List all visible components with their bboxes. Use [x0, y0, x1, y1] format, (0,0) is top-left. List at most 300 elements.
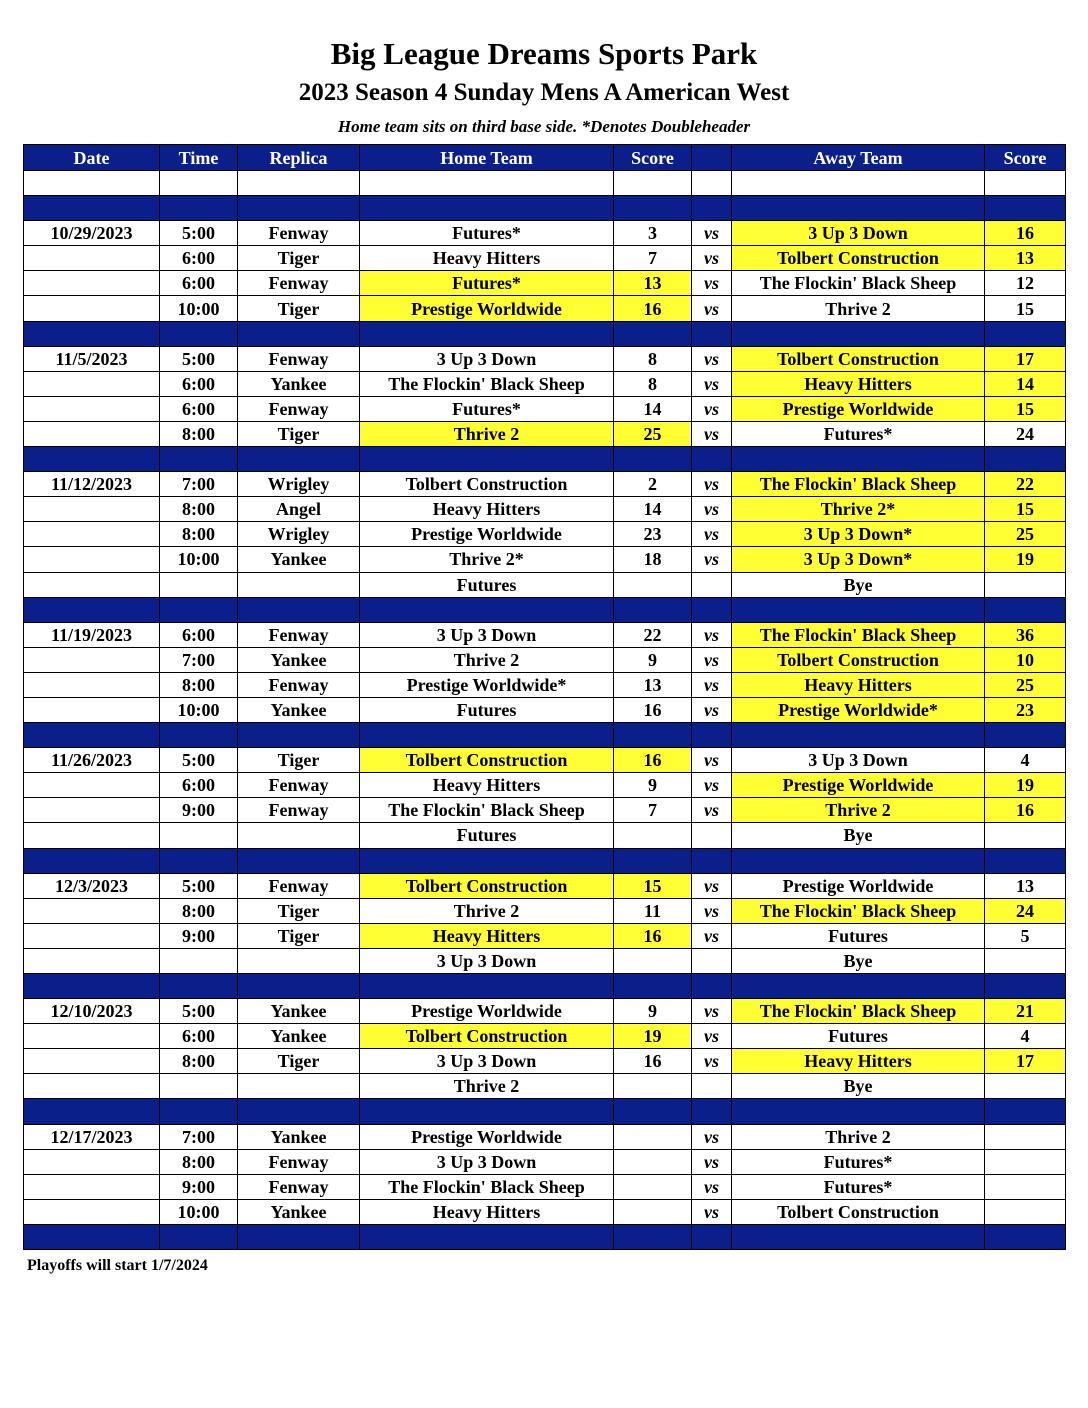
replica-cell: Fenway [238, 1149, 360, 1174]
date-cell [24, 647, 160, 672]
away-team-cell: Thrive 2 [732, 296, 985, 321]
away-score-cell: 19 [985, 773, 1066, 798]
time-cell [160, 196, 238, 221]
game-row [24, 497, 1066, 522]
game-row [24, 923, 1066, 948]
away-score-cell [985, 447, 1066, 472]
date-cell [24, 1024, 160, 1049]
date-cell [24, 597, 160, 622]
away-team-cell: Tolbert Construction [732, 647, 985, 672]
replica-cell [238, 723, 360, 748]
time-cell: 8:00 [160, 497, 238, 522]
date-cell: 11/19/2023 [24, 622, 160, 647]
replica-cell: Yankee [238, 1024, 360, 1049]
replica-cell [238, 823, 360, 848]
date-cell [24, 672, 160, 697]
away-score-cell: 17 [985, 1049, 1066, 1074]
home-score-cell: 14 [614, 396, 692, 421]
away-team-cell: Prestige Worldwide [732, 396, 985, 421]
away-score-cell [985, 1174, 1066, 1199]
away-score-cell: 12 [985, 271, 1066, 296]
game-row [24, 246, 1066, 271]
away-score-cell: 24 [985, 421, 1066, 446]
header-away-team: Away Team [732, 145, 985, 171]
away-score-cell: 16 [985, 221, 1066, 246]
home-team-cell: Thrive 2 [360, 1074, 614, 1099]
game-row [24, 1149, 1066, 1174]
home-score-cell: 9 [614, 773, 692, 798]
home-team-cell: The Flockin' Black Sheep [360, 798, 614, 823]
away-team-cell: Prestige Worldwide* [732, 697, 985, 722]
header-away-score: Score [985, 145, 1066, 171]
time-cell: 6:00 [160, 1024, 238, 1049]
vs-cell: vs [692, 271, 732, 296]
home-team-cell: Futures* [360, 221, 614, 246]
away-score-cell: 22 [985, 472, 1066, 497]
game-row [24, 547, 1066, 572]
week-separator-row [24, 723, 1066, 748]
time-cell: 9:00 [160, 798, 238, 823]
vs-cell [692, 948, 732, 973]
home-team-cell: The Flockin' Black Sheep [360, 1174, 614, 1199]
replica-cell [238, 171, 360, 196]
time-cell: 5:00 [160, 748, 238, 773]
away-team-cell [732, 1099, 985, 1124]
bye-row [24, 1074, 1066, 1099]
date-cell [24, 497, 160, 522]
home-team-cell: Prestige Worldwide [360, 1124, 614, 1149]
replica-cell: Tiger [238, 923, 360, 948]
home-team-cell: Futures [360, 697, 614, 722]
home-score-cell: 7 [614, 246, 692, 271]
away-score-cell: 19 [985, 547, 1066, 572]
home-team-cell: Prestige Worldwide [360, 296, 614, 321]
away-team-cell: The Flockin' Black Sheep [732, 898, 985, 923]
vs-cell: vs [692, 923, 732, 948]
away-score-cell: 25 [985, 672, 1066, 697]
time-cell [160, 1099, 238, 1124]
date-cell [24, 271, 160, 296]
replica-cell [238, 321, 360, 346]
home-score-cell [614, 597, 692, 622]
vs-cell: vs [692, 647, 732, 672]
away-score-cell: 23 [985, 697, 1066, 722]
home-team-cell [360, 848, 614, 873]
away-score-cell [985, 597, 1066, 622]
game-row [24, 622, 1066, 647]
home-score-cell: 3 [614, 221, 692, 246]
date-cell [24, 321, 160, 346]
home-score-cell: 15 [614, 873, 692, 898]
time-cell: 8:00 [160, 898, 238, 923]
date-cell [24, 823, 160, 848]
week-separator-row [24, 1224, 1066, 1249]
game-row [24, 898, 1066, 923]
vs-cell: vs [692, 1199, 732, 1224]
replica-cell [238, 1224, 360, 1249]
away-score-cell: 10 [985, 647, 1066, 672]
time-cell [160, 948, 238, 973]
replica-cell: Wrigley [238, 522, 360, 547]
time-cell: 5:00 [160, 221, 238, 246]
away-score-cell [985, 1224, 1066, 1249]
date-cell [24, 1074, 160, 1099]
away-team-cell: Bye [732, 948, 985, 973]
header-replica: Replica [238, 145, 360, 171]
away-team-cell: The Flockin' Black Sheep [732, 472, 985, 497]
replica-cell: Yankee [238, 647, 360, 672]
time-cell [160, 974, 238, 999]
vs-cell: vs [692, 472, 732, 497]
time-cell: 8:00 [160, 1149, 238, 1174]
home-score-cell: 9 [614, 999, 692, 1024]
date-cell: 12/17/2023 [24, 1124, 160, 1149]
date-cell [24, 1224, 160, 1249]
home-score-cell: 16 [614, 923, 692, 948]
date-cell [24, 1149, 160, 1174]
home-team-cell [360, 723, 614, 748]
away-team-cell [732, 1224, 985, 1249]
home-score-cell: 13 [614, 672, 692, 697]
vs-cell: vs [692, 697, 732, 722]
date-cell [24, 798, 160, 823]
home-team-cell: Futures [360, 572, 614, 597]
home-score-cell: 22 [614, 622, 692, 647]
replica-cell: Yankee [238, 1124, 360, 1149]
header-time: Time [160, 145, 238, 171]
vs-cell: vs [692, 497, 732, 522]
home-team-cell: 3 Up 3 Down [360, 622, 614, 647]
home-team-cell [360, 447, 614, 472]
week-separator-row [24, 974, 1066, 999]
date-cell: 12/3/2023 [24, 873, 160, 898]
away-team-cell: Prestige Worldwide [732, 873, 985, 898]
time-cell: 6:00 [160, 371, 238, 396]
time-cell [160, 823, 238, 848]
date-cell [24, 572, 160, 597]
home-score-cell [614, 848, 692, 873]
time-cell [160, 848, 238, 873]
away-team-cell: Heavy Hitters [732, 371, 985, 396]
game-row [24, 271, 1066, 296]
away-score-cell: 15 [985, 497, 1066, 522]
date-cell [24, 1174, 160, 1199]
home-team-cell: 3 Up 3 Down [360, 346, 614, 371]
home-score-cell: 14 [614, 497, 692, 522]
vs-cell: vs [692, 246, 732, 271]
away-score-cell [985, 823, 1066, 848]
replica-cell [238, 572, 360, 597]
home-team-cell: Thrive 2 [360, 647, 614, 672]
home-team-cell: Thrive 2* [360, 547, 614, 572]
vs-cell: vs [692, 748, 732, 773]
replica-cell: Wrigley [238, 472, 360, 497]
home-team-cell: Tolbert Construction [360, 472, 614, 497]
vs-cell: vs [692, 346, 732, 371]
replica-cell: Fenway [238, 873, 360, 898]
replica-cell: Yankee [238, 999, 360, 1024]
home-team-cell [360, 171, 614, 196]
away-score-cell: 14 [985, 371, 1066, 396]
time-cell [160, 1224, 238, 1249]
vs-cell: vs [692, 547, 732, 572]
home-team-cell: Prestige Worldwide [360, 999, 614, 1024]
replica-cell: Fenway [238, 798, 360, 823]
home-score-cell: 9 [614, 647, 692, 672]
away-team-cell [732, 447, 985, 472]
home-score-cell [614, 1174, 692, 1199]
away-team-cell: The Flockin' Black Sheep [732, 999, 985, 1024]
replica-cell: Fenway [238, 271, 360, 296]
date-cell [24, 171, 160, 196]
game-row [24, 1174, 1066, 1199]
vs-cell [692, 723, 732, 748]
time-cell: 6:00 [160, 396, 238, 421]
game-row [24, 697, 1066, 722]
home-team-cell: The Flockin' Black Sheep [360, 371, 614, 396]
date-cell: 12/10/2023 [24, 999, 160, 1024]
vs-cell: vs [692, 522, 732, 547]
date-cell [24, 773, 160, 798]
vs-cell [692, 447, 732, 472]
time-cell: 10:00 [160, 697, 238, 722]
game-row [24, 873, 1066, 898]
date-cell [24, 1099, 160, 1124]
home-score-cell: 16 [614, 748, 692, 773]
time-cell: 5:00 [160, 346, 238, 371]
away-team-cell [732, 597, 985, 622]
replica-cell: Yankee [238, 547, 360, 572]
game-row [24, 522, 1066, 547]
game-row [24, 421, 1066, 446]
home-team-cell: 3 Up 3 Down [360, 1149, 614, 1174]
replica-cell: Fenway [238, 346, 360, 371]
home-score-cell: 11 [614, 898, 692, 923]
replica-cell [238, 1074, 360, 1099]
home-score-cell [614, 321, 692, 346]
time-cell: 10:00 [160, 547, 238, 572]
time-cell [160, 723, 238, 748]
away-team-cell: 3 Up 3 Down* [732, 522, 985, 547]
vs-cell [692, 321, 732, 346]
away-team-cell: Bye [732, 823, 985, 848]
away-team-cell: The Flockin' Black Sheep [732, 271, 985, 296]
home-team-cell: 3 Up 3 Down [360, 1049, 614, 1074]
header-row [24, 145, 1066, 171]
away-team-cell: Bye [732, 572, 985, 597]
away-score-cell: 4 [985, 748, 1066, 773]
vs-cell [692, 171, 732, 196]
away-team-cell: Futures* [732, 421, 985, 446]
week-separator-row [24, 321, 1066, 346]
replica-cell: Tiger [238, 246, 360, 271]
time-cell: 5:00 [160, 999, 238, 1024]
replica-cell [238, 1099, 360, 1124]
home-team-cell: Heavy Hitters [360, 497, 614, 522]
vs-cell [692, 823, 732, 848]
home-score-cell [614, 1074, 692, 1099]
replica-cell [238, 974, 360, 999]
home-team-cell: Tolbert Construction [360, 1024, 614, 1049]
away-team-cell: Futures [732, 1024, 985, 1049]
game-row [24, 999, 1066, 1024]
home-score-cell [614, 572, 692, 597]
home-score-cell: 7 [614, 798, 692, 823]
game-row [24, 748, 1066, 773]
bye-row [24, 572, 1066, 597]
away-team-cell: 3 Up 3 Down* [732, 547, 985, 572]
replica-cell [238, 848, 360, 873]
replica-cell: Yankee [238, 371, 360, 396]
replica-cell: Tiger [238, 1049, 360, 1074]
vs-cell: vs [692, 873, 732, 898]
game-row [24, 396, 1066, 421]
time-cell: 6:00 [160, 271, 238, 296]
week-separator-row [24, 597, 1066, 622]
home-team-cell: Prestige Worldwide [360, 522, 614, 547]
away-score-cell [985, 171, 1066, 196]
game-row [24, 1124, 1066, 1149]
week-separator-row [24, 447, 1066, 472]
away-score-cell: 15 [985, 396, 1066, 421]
schedule-body [24, 171, 1066, 1250]
time-cell: 7:00 [160, 1124, 238, 1149]
home-score-cell: 8 [614, 346, 692, 371]
header-vs [692, 145, 732, 171]
home-team-cell: Heavy Hitters [360, 773, 614, 798]
away-score-cell [985, 196, 1066, 221]
away-score-cell [985, 723, 1066, 748]
replica-cell: Yankee [238, 697, 360, 722]
date-cell [24, 923, 160, 948]
time-cell: 8:00 [160, 672, 238, 697]
away-score-cell: 13 [985, 873, 1066, 898]
away-team-cell: 3 Up 3 Down [732, 221, 985, 246]
home-score-cell [614, 723, 692, 748]
date-cell [24, 196, 160, 221]
vs-cell: vs [692, 221, 732, 246]
vs-cell: vs [692, 1049, 732, 1074]
away-team-cell: Tolbert Construction [732, 246, 985, 271]
vs-cell [692, 848, 732, 873]
time-cell: 10:00 [160, 296, 238, 321]
home-score-cell [614, 1149, 692, 1174]
home-team-cell [360, 321, 614, 346]
vs-cell: vs [692, 1174, 732, 1199]
game-row [24, 346, 1066, 371]
home-score-cell [614, 447, 692, 472]
home-score-cell [614, 171, 692, 196]
week-separator-row [24, 848, 1066, 873]
time-cell: 8:00 [160, 421, 238, 446]
away-score-cell [985, 1074, 1066, 1099]
vs-cell: vs [692, 1149, 732, 1174]
vs-cell: vs [692, 371, 732, 396]
home-team-cell: Futures* [360, 271, 614, 296]
vs-cell: vs [692, 798, 732, 823]
home-team-cell: Tolbert Construction [360, 748, 614, 773]
date-cell: 11/12/2023 [24, 472, 160, 497]
away-score-cell [985, 321, 1066, 346]
date-cell [24, 246, 160, 271]
away-score-cell [985, 1099, 1066, 1124]
home-team-cell: Heavy Hitters [360, 246, 614, 271]
away-team-cell: Heavy Hitters [732, 1049, 985, 1074]
away-score-cell: 5 [985, 923, 1066, 948]
away-team-cell [732, 196, 985, 221]
date-cell [24, 447, 160, 472]
home-team-cell [360, 1099, 614, 1124]
page-title: Big League Dreams Sports Park [330, 36, 758, 71]
replica-cell [238, 948, 360, 973]
home-team-cell: Futures [360, 823, 614, 848]
home-score-cell: 18 [614, 547, 692, 572]
away-team-cell: Prestige Worldwide [732, 773, 985, 798]
away-team-cell [732, 723, 985, 748]
away-team-cell: Thrive 2 [732, 1124, 985, 1149]
replica-cell: Fenway [238, 221, 360, 246]
away-score-cell: 16 [985, 798, 1066, 823]
blank-row [24, 171, 1066, 196]
vs-cell: vs [692, 622, 732, 647]
away-score-cell: 25 [985, 522, 1066, 547]
date-cell [24, 421, 160, 446]
vs-cell: vs [692, 421, 732, 446]
away-team-cell: 3 Up 3 Down [732, 748, 985, 773]
replica-cell [238, 196, 360, 221]
away-team-cell: Futures* [732, 1174, 985, 1199]
date-cell [24, 371, 160, 396]
home-team-cell: Thrive 2 [360, 421, 614, 446]
playoffs-note: Playoffs will start 1/7/2024 [27, 1257, 208, 1274]
vs-cell [692, 1224, 732, 1249]
header-home-team: Home Team [360, 145, 614, 171]
home-score-cell: 25 [614, 421, 692, 446]
vs-cell: vs [692, 898, 732, 923]
away-team-cell [732, 848, 985, 873]
home-score-cell [614, 948, 692, 973]
date-cell [24, 522, 160, 547]
replica-cell: Tiger [238, 748, 360, 773]
schedule-table [23, 144, 1066, 1250]
date-cell: 10/29/2023 [24, 221, 160, 246]
home-score-cell: 19 [614, 1024, 692, 1049]
date-cell [24, 1049, 160, 1074]
game-row [24, 221, 1066, 246]
home-team-cell [360, 1224, 614, 1249]
vs-cell: vs [692, 999, 732, 1024]
time-cell [160, 447, 238, 472]
home-team-cell: Thrive 2 [360, 898, 614, 923]
home-score-cell: 16 [614, 697, 692, 722]
vs-cell: vs [692, 1024, 732, 1049]
away-team-cell: Futures* [732, 1149, 985, 1174]
replica-cell: Fenway [238, 1174, 360, 1199]
game-row [24, 647, 1066, 672]
away-team-cell: Tolbert Construction [732, 346, 985, 371]
away-score-cell: 21 [985, 999, 1066, 1024]
away-score-cell: 15 [985, 296, 1066, 321]
home-score-cell: 16 [614, 296, 692, 321]
away-team-cell [732, 974, 985, 999]
game-row [24, 296, 1066, 321]
page-subtitle: 2023 Season 4 Sunday Mens A American West [298, 79, 790, 106]
away-team-cell: Heavy Hitters [732, 672, 985, 697]
replica-cell: Angel [238, 497, 360, 522]
away-score-cell [985, 1199, 1066, 1224]
time-cell: 6:00 [160, 246, 238, 271]
time-cell: 8:00 [160, 522, 238, 547]
